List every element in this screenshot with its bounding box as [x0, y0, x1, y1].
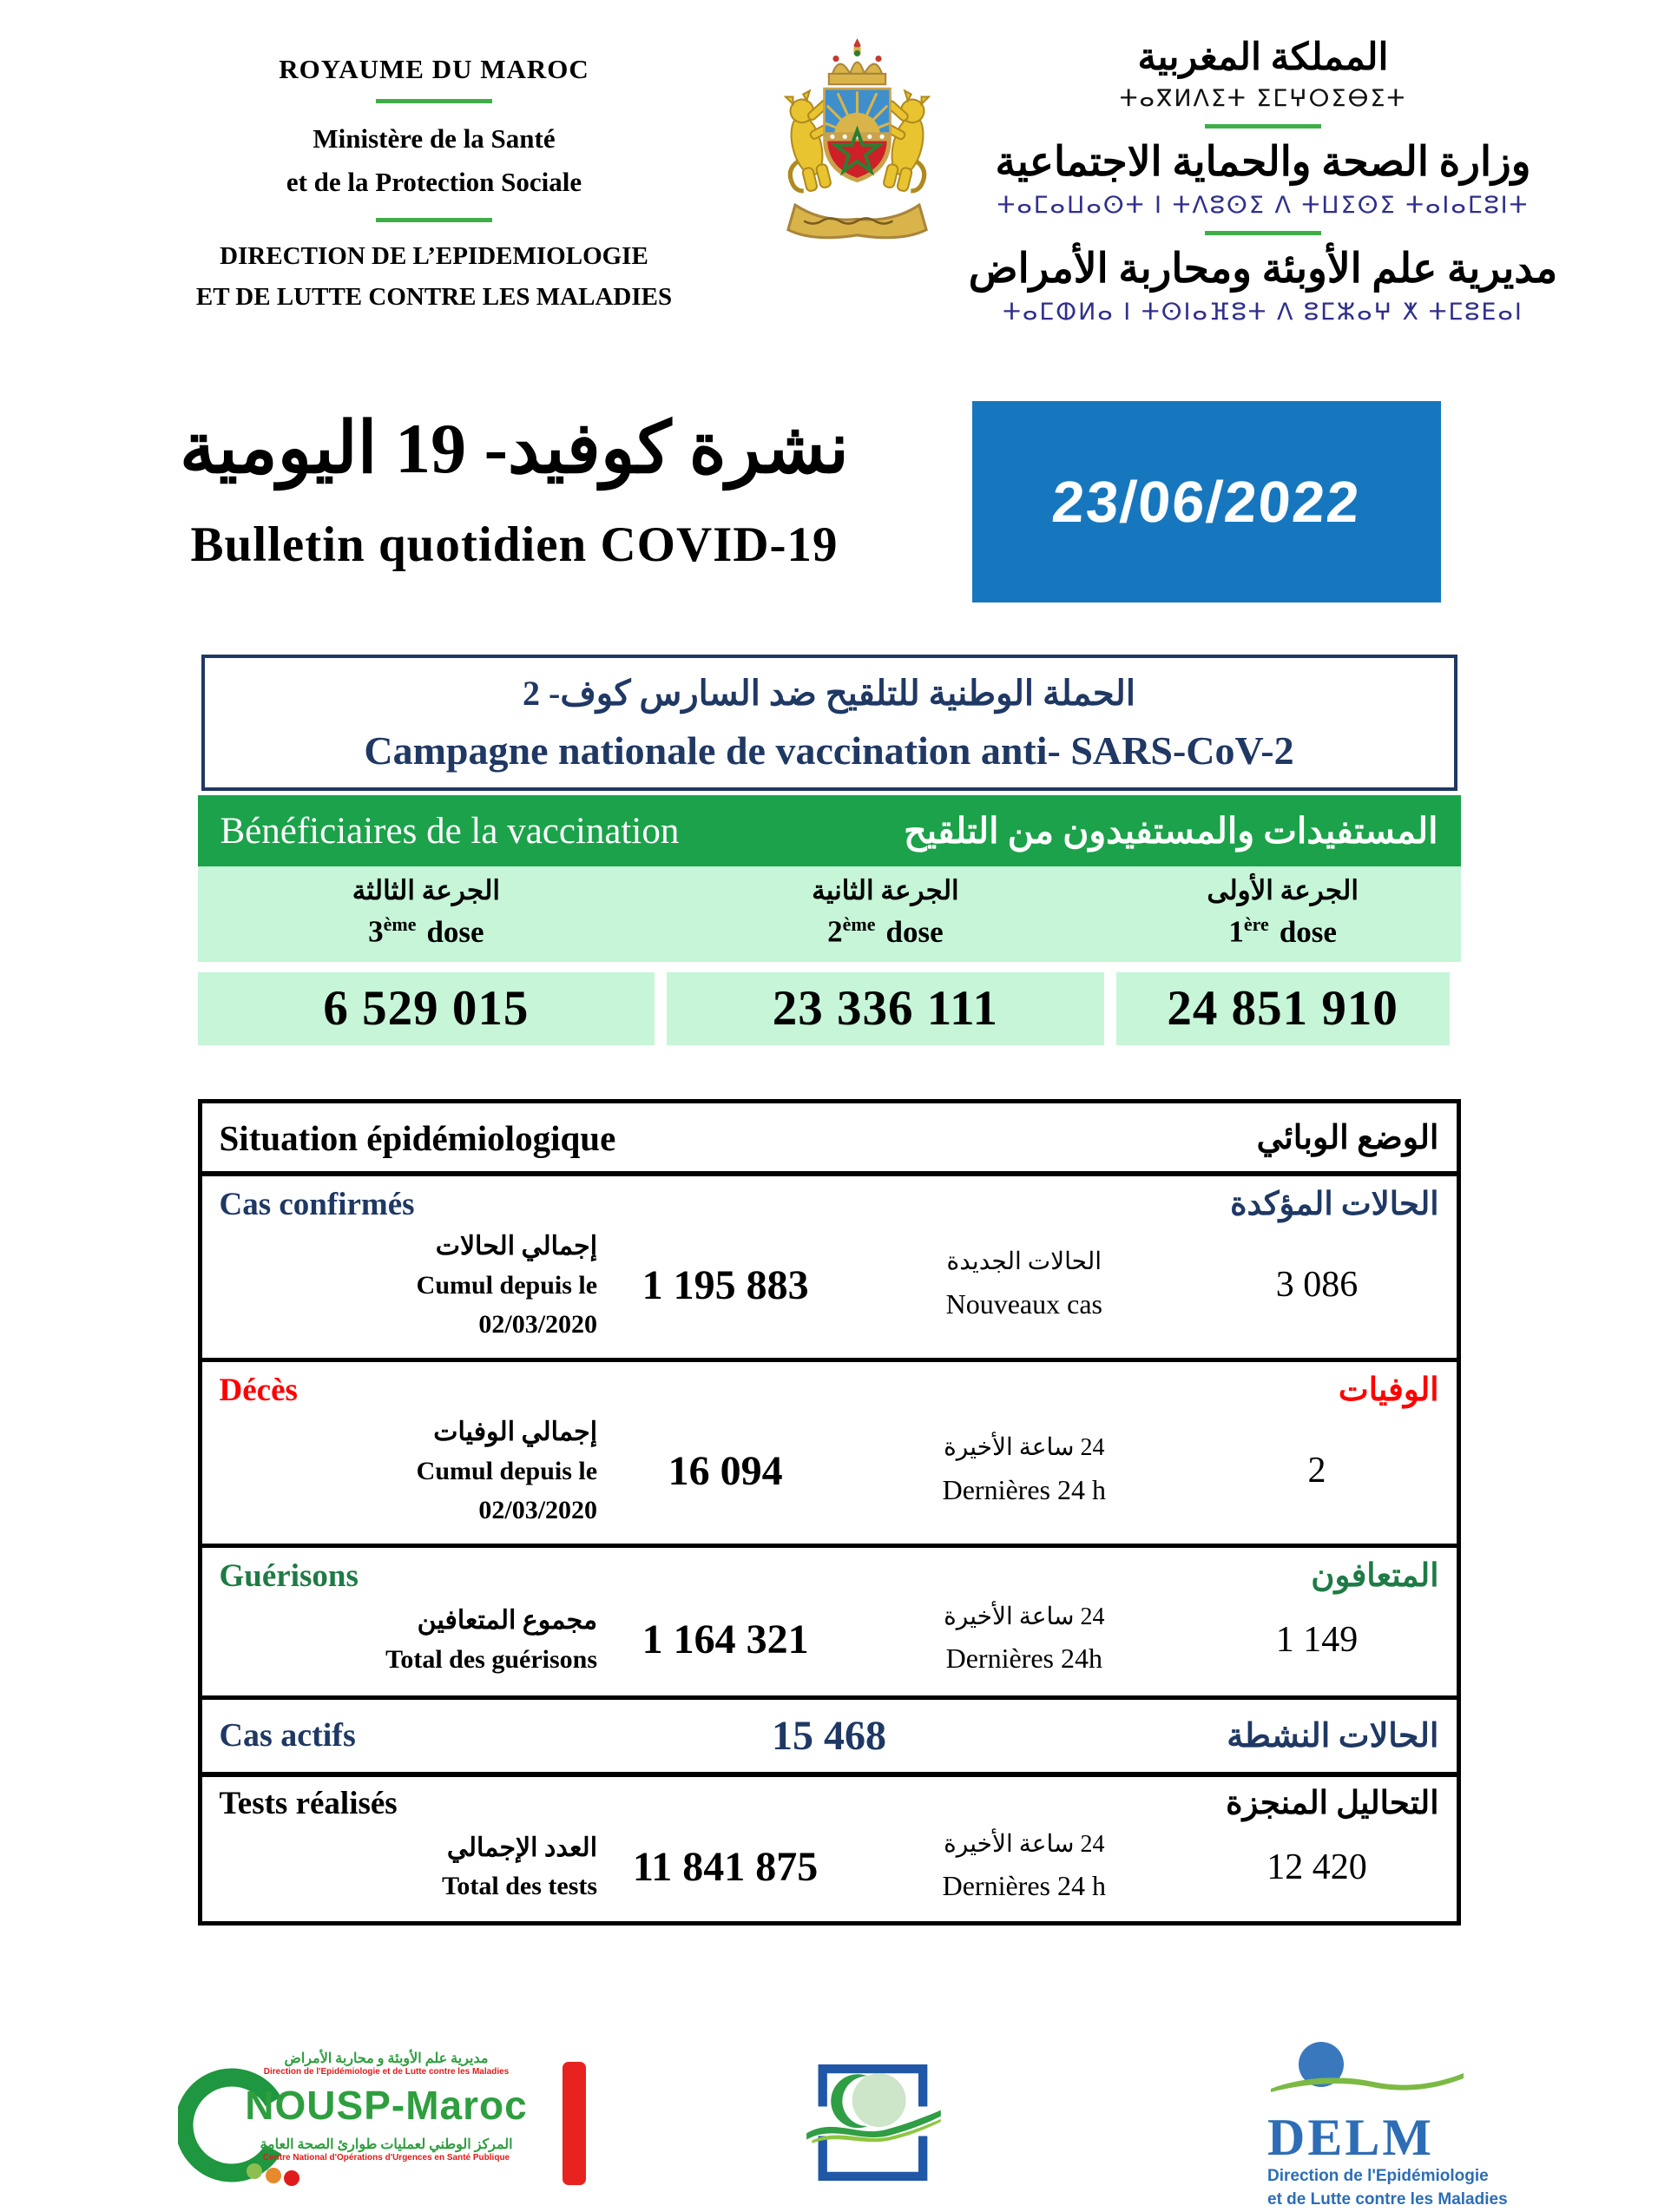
dose-1-value: 24 851 910: [1116, 972, 1450, 1045]
direction-name-fr-line1: DIRECTION DE L’EPIDEMIOLOGIE: [220, 242, 648, 271]
dose-1-label-fr: 1ère dose: [1228, 913, 1337, 949]
delm-logo: [1267, 2038, 1528, 2211]
ministry-name-fr-line2: et de la Protection Sociale: [286, 167, 582, 198]
deaths-total-value: 16 094: [668, 1447, 783, 1494]
tests-title-ar: التحاليل المنجزة: [1226, 1785, 1439, 1821]
active-title-ar: الحالات النشطة: [1227, 1717, 1439, 1754]
situation-title-ar: الوضع الوبائي: [1256, 1120, 1439, 1157]
recovered-section: [202, 1548, 1457, 1700]
coat-of-arms: [764, 35, 951, 391]
dose-2-label: [667, 875, 1103, 950]
tests-recent-label: [853, 1826, 1194, 1909]
epidemiological-situation-table: [198, 1099, 1461, 1926]
delm-line2: et de Lutte contre les Maladies: [1267, 2189, 1508, 2209]
delm-logo-icon: [1267, 2038, 1467, 2106]
nousp-bottom-fr: Centre National d'Opérations d'Urgences en Santé Publique: [262, 2152, 510, 2163]
beneficiaries-label-ar: المستفيدات والمستفيدون من التلقيح: [904, 811, 1438, 851]
confirmed-total-label: [220, 1227, 598, 1344]
confirmed-recent-label-fr: Nouveaux cas: [945, 1287, 1102, 1320]
delm-name: DELM: [1267, 2109, 1434, 2167]
active-title-fr: Cas actifs: [219, 1717, 356, 1754]
nousp-red-bar: [563, 2062, 586, 2185]
deaths-recent-label-ar: 24 ساعة الأخيرة: [944, 1434, 1105, 1462]
tests-recent-value: 12 420: [1267, 1847, 1367, 1887]
dose-3-label: [198, 875, 655, 950]
nousp-name: NOUSP-Maroc: [245, 2082, 528, 2128]
direction-name-tifinagh: ⵜⴰⵎⵀⵍⴰ ⵏ ⵜⵙⵏⴰⴼⵓⵜ ⴷ ⵓⵎⵣⴰⵖ ⵅ ⵜⵎⵓⴹⴰⵏ: [1003, 298, 1523, 326]
deaths-recent-label: [853, 1429, 1194, 1512]
campaign-title-ar: الحملة الوطنية للتلقيح ضد السارس كوف- 2: [523, 674, 1135, 713]
active-value: 15 468: [771, 1712, 886, 1759]
ministry-name-ar: وزارة الصحة والحماية الاجتماعية: [995, 139, 1531, 185]
nousp-bottom-ar: المركز الوطني لعمليات طوارئ الصحة العامة: [260, 2136, 513, 2152]
dose-values-row: [198, 972, 1461, 1045]
confirmed-title-fr: Cas confirmés: [219, 1186, 415, 1222]
direction-name-fr-line2: ET DE LUTTE CONTRE LES MALADIES: [195, 282, 673, 311]
ministry-name-tifinagh: ⵜⴰⵎⴰⵡⴰⵙⵜ ⵏ ⵜⴷⵓⵙⵉ ⴷ ⵜⵡⵉⵙⵉ ⵜⴰⵏⴰⵎⵓⵏⵜ: [997, 191, 1530, 219]
bulletin-title-block: [0, 401, 1658, 602]
country-name-fr: ROYAUME DU MAROC: [279, 54, 589, 84]
confirmed-cases-section: [202, 1176, 1457, 1362]
confirmed-total-label-fr: Cumul depuis le: [416, 1270, 598, 1300]
deaths-title-ar: الوفيات: [1338, 1372, 1439, 1408]
campaign-title-fr: Campagne nationale de vaccination anti- SARS-CoV-2: [364, 728, 1294, 773]
vaccination-campaign-banner: [201, 655, 1457, 791]
tests-total-value: 11 841 875: [632, 1844, 819, 1891]
tests-title-fr: Tests réalisés: [219, 1785, 398, 1821]
situation-header-row: [202, 1103, 1457, 1176]
beneficiaries-label-fr: Bénéficiaires de la vaccination: [220, 810, 680, 852]
confirmed-recent-label-ar: الحالات الجديدة: [946, 1248, 1102, 1276]
health-ministry-logo-icon: [803, 2049, 946, 2196]
tests-section: [202, 1777, 1457, 1921]
letterhead: [0, 0, 1658, 391]
dose-3-label-ar: الجرعة الثالثة: [352, 875, 501, 905]
deaths-total-label: [220, 1412, 598, 1530]
confirmed-recent-label: [853, 1243, 1194, 1327]
active-cases-row: [202, 1700, 1457, 1777]
health-ministry-logo: [803, 2049, 946, 2201]
confirmed-total-value: 1 195 883: [641, 1261, 809, 1308]
country-name-tifinagh: ⵜⴰⴳⵍⴷⵉⵜ ⵉⵎⵖⵔⵉⴱⵉⵜ: [1119, 84, 1407, 112]
recovered-total-value: 1 164 321: [641, 1616, 809, 1663]
beneficiaries-bar: [198, 795, 1461, 866]
deaths-total-label-fr: Cumul depuis le: [416, 1456, 598, 1485]
dose-3-label-fr: 3ème dose: [368, 913, 484, 949]
letterhead-arabic: [951, 35, 1576, 391]
situation-title-fr: Situation épidémiologique: [219, 1117, 616, 1158]
tests-total-label-fr: Total des tests: [442, 1871, 598, 1900]
tests-recent-label-ar: 24 ساعة الأخيرة: [944, 1830, 1105, 1858]
nousp-logo: [178, 2043, 586, 2208]
recovered-recent-label-fr: Dernières 24h: [945, 1643, 1102, 1675]
confirmed-total-label-ar: إجمالي الحالات: [435, 1231, 598, 1261]
divider-rule: [1205, 231, 1321, 235]
tests-total-label-ar: العدد الإجمالي: [446, 1833, 598, 1863]
bulletin-title-ar: نشرة كوفيد- 19 اليومية: [180, 409, 849, 488]
dose-2-value: 23 336 111: [667, 972, 1103, 1045]
ministry-name-fr-line1: Ministère de la Santé: [313, 123, 556, 154]
footer-logos: [178, 2038, 1528, 2212]
letterhead-french: [104, 35, 764, 391]
bulletin-title-fr: Bulletin quotidien COVID-19: [190, 517, 839, 572]
recovered-recent-value: 1 149: [1275, 1619, 1359, 1660]
tests-total-label: [220, 1829, 598, 1905]
recovered-title-ar: المتعافون: [1311, 1557, 1439, 1594]
deaths-recent-label-fr: Dernières 24 h: [942, 1473, 1106, 1505]
nousp-text-column: [239, 2050, 534, 2163]
divider-rule: [376, 99, 492, 103]
dose-labels-row: [198, 866, 1461, 962]
delm-line1: Direction de l'Epidémiologie: [1267, 2167, 1489, 2186]
deaths-total-label-date: 02/03/2020: [478, 1495, 598, 1524]
recovered-recent-label-ar: 24 ساعة الأخيرة: [944, 1603, 1105, 1630]
direction-name-ar: مديرية علم الأوبئة ومحاربة الأمراض: [968, 246, 1558, 292]
divider-rule: [1205, 124, 1321, 128]
dose-3-value: 6 529 015: [198, 972, 655, 1045]
dose-2-label-fr: 2ème dose: [827, 913, 944, 949]
dose-1-label-ar: الجرعة الأولى: [1207, 875, 1359, 905]
morocco-coat-of-arms-icon: [768, 35, 946, 243]
bulletin-titles: [56, 401, 972, 573]
nousp-top-ar: مديرية علم الأوبئة و محاربة الأمراض: [284, 2051, 489, 2066]
confirmed-title-ar: الحالات المؤكدة: [1230, 1186, 1439, 1222]
recovered-total-label-fr: Total des guérisons: [385, 1644, 598, 1674]
recovered-total-label: [220, 1601, 598, 1679]
recovered-title-fr: Guérisons: [219, 1557, 359, 1594]
confirmed-recent-value: 3 086: [1275, 1265, 1359, 1306]
tests-recent-label-fr: Dernières 24 h: [942, 1870, 1106, 1902]
dose-2-label-ar: الجرعة الثانية: [812, 875, 959, 905]
bulletin-date: 23/06/2022: [1049, 469, 1364, 535]
deaths-title-fr: Décès: [219, 1372, 298, 1408]
recovered-recent-label: [853, 1598, 1194, 1682]
deaths-section: [202, 1362, 1457, 1548]
recovered-total-label-ar: مجموع المتعافين: [417, 1605, 598, 1635]
dose-1-label: [1116, 875, 1450, 950]
nousp-top-fr: Direction de l'Epidémiologie et de Lutte contre les Maladies: [263, 2066, 510, 2077]
divider-rule: [376, 218, 492, 222]
deaths-total-label-ar: إجمالي الوفيات: [433, 1417, 598, 1446]
deaths-recent-value: 2: [1307, 1451, 1326, 1491]
confirmed-total-label-date: 02/03/2020: [478, 1309, 598, 1339]
country-name-ar: المملكة المغربية: [1137, 37, 1389, 78]
bulletin-date-box: [972, 401, 1441, 602]
